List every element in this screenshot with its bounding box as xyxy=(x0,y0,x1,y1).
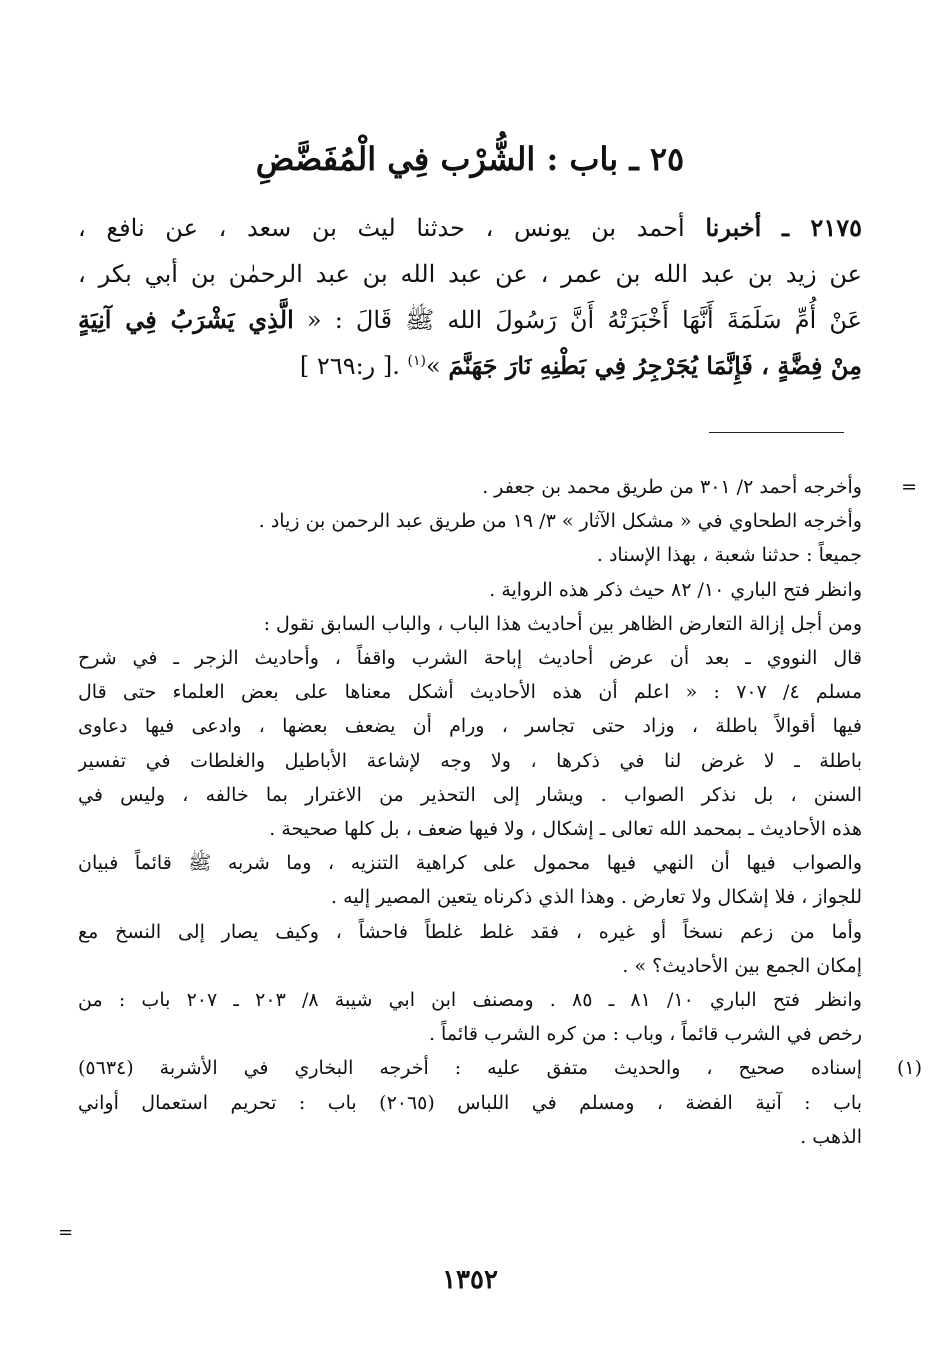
footnote-line: جميعاً : حدثنا شعبة ، بهذا الإسناد . xyxy=(596,544,862,567)
footnote-1-line: الذهب . xyxy=(800,1125,862,1148)
footnote-line: وانظر فتح الباري ١٠/ ٨٢ حيث ذكر هذه الرواية . xyxy=(489,578,862,601)
footnote-1 xyxy=(78,1051,922,1154)
footnote-line: السنن ، بل نذكر الصواب . ويشار إلى التحذير من الاغترار بما خالفه ، وليس في xyxy=(78,783,862,806)
footnote-ref: (١) xyxy=(407,353,426,369)
hadith-line-4-bold: مِنْ فِضَّةٍ ، فَإِنَّمَا يُجَرْجِرُ فِي بَطْنِهِ نَارَ جَهَنَّمَ xyxy=(448,351,862,380)
footnote-line: ومن أجل إزالة التعارض الظاهر بين أحاديث هذا الباب ، والباب السابق نقول : xyxy=(263,612,862,635)
footnote-1-number: (١) xyxy=(896,1057,922,1080)
hadith-text xyxy=(78,205,862,389)
continuation-mark: = xyxy=(901,476,917,498)
footnote-line: فيها أقوالاً باطلة ، وزاد حتى تجاسر ، ورام أن يضعف بعضها ، وادعى فيها دعاوى xyxy=(78,715,862,738)
footnote-line: وانظر فتح الباري ١٠/ ٨١ ـ ٨٥ . ومصنف ابن ابي شيبة ٨/ ٢٠٣ ـ ٢٠٧ باب : من xyxy=(78,989,862,1012)
footnote-line: إمكان الجمع بين الأحاديث؟ » . xyxy=(622,954,862,977)
hadith-line-4-end: .[ ر:٢٦٩ ] xyxy=(299,352,400,380)
hadith-number: ٢١٧٥ ـ xyxy=(782,213,862,242)
footnote-line: للجواز ، فلا إشكال ولا تعارض . وهذا الذي ذكرناه يتعين المصير إليه . xyxy=(331,886,862,909)
footnote-separator xyxy=(709,432,844,433)
chapter-title: ٢٥ ـ باب : الشُّرْب فِي الْمُفَضَّضِ xyxy=(255,140,685,178)
hadith-line-1 xyxy=(78,205,862,251)
footnote-line: وأخرجه أحمد ٢/ ٣٠١ من طريق محمد بن جعفر . xyxy=(482,476,862,498)
footnote-line: مسلم ٤/ ٧٠٧ : « اعلم أن هذه الأحاديث أشكل معناها على بعض العلماء حتى قال xyxy=(78,681,862,704)
hadith-line-1-rest: أحمد بن يونس ، حدثنا ليث بن سعد ، عن نافع ، xyxy=(78,214,685,242)
footnote-line: باطلة ـ لا غرض لنا في ذكرها ، ولا وجه لإشاعة الأباطيل والغلطات في تفسير xyxy=(78,749,862,772)
hadith-line-4-close: » xyxy=(426,352,441,380)
page-number: ١٣٥٢ xyxy=(442,1265,498,1295)
footnote-1-line: إسناده صحيح ، والحديث متفق عليه : أخرجه البخاري في الأشربة (٥٦٣٤) xyxy=(78,1057,862,1080)
hadith-line-3-start: عَنْ أُمِّ سَلَمَةَ أَنَّهَا أَخْبَرَتْهُ أَنَّ رَسُولَ الله ﷺ قَالَ : « xyxy=(306,306,862,334)
hadith-line-3 xyxy=(78,297,862,343)
footnote-line: هذه الأحاديث ـ بمحمد الله تعالى ـ إشكال ، ولا فيها ضعف ، بل كلها صحيحة . xyxy=(269,818,862,841)
hadith-line-3-bold: الَّذِي يَشْرَبُ فِي آنِيَةٍ xyxy=(78,305,294,334)
narrator-lead: أخبرنا xyxy=(705,213,762,242)
footnote-1-line: باب : آنية الفضة ، ومسلم في اللباس (٢٠٦٥) باب : تحريم استعمال أواني xyxy=(78,1091,862,1114)
footnote-continuation xyxy=(78,470,917,1051)
footnote-line: قال النووي ـ بعد أن عرض أحاديث إباحة الشرب واقفاً ، وأحاديث الزجر ـ في شرح xyxy=(78,647,862,670)
footnotes xyxy=(78,470,922,1154)
footnote-line: رخص في الشرب قائماً ، وباب : من كره الشرب قائماً . xyxy=(428,1023,862,1046)
footnote-line: وأما من زعم نسخاً أو غيره ، فقد غلط غلطاً فاحشاً ، وكيف يصار إلى النسخ مع xyxy=(78,920,862,943)
footnote-line: وأخرجه الطحاوي في « مشكل الآثار » ٣/ ١٩ من طريق عبد الرحمن بن زياد . xyxy=(258,510,862,533)
end-continuation-mark: = xyxy=(58,1222,74,1243)
hadith-line-2: عن زيد بن عبد الله بن عمر ، عن عبد الله بن عبد الرحمٰن بن أبي بكر ، xyxy=(78,260,862,288)
hadith-line-4 xyxy=(78,343,862,389)
footnote-line: والصواب فيها أن النهي فيها محمول على كراهية التنزيه ، وما شربه ﷺ قائماً فبيان xyxy=(78,852,862,875)
